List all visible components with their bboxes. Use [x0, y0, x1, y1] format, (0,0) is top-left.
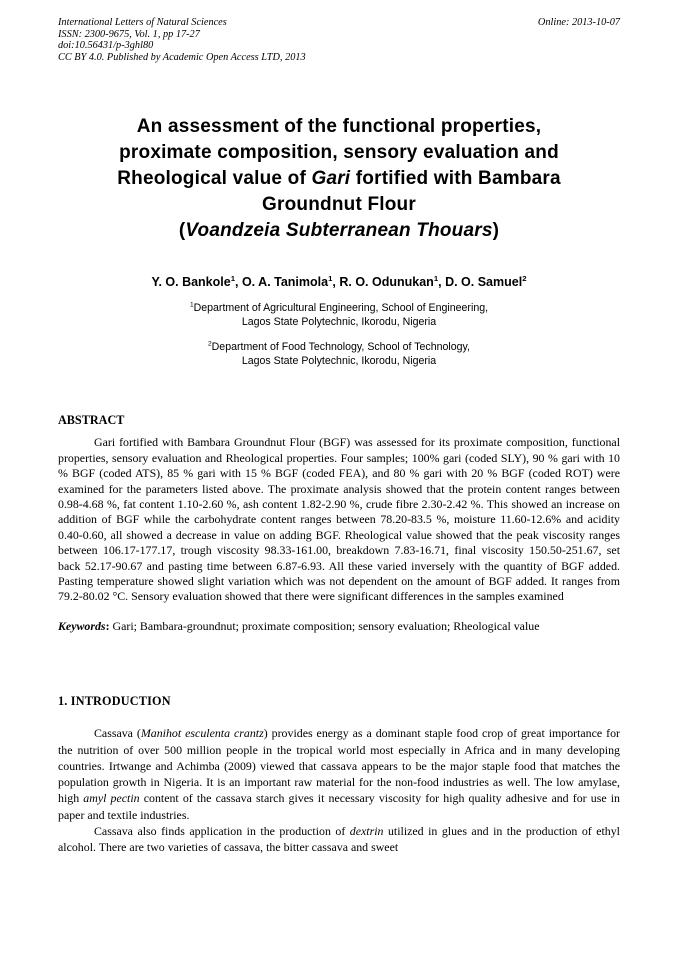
affiliation-2	[58, 340, 620, 368]
article-title	[58, 114, 620, 244]
title-line-1: An assessment of the functional properties,	[136, 116, 542, 138]
author-4: , D. O. Samuel	[438, 275, 523, 290]
affiliation-2-department: Department of Food Technology, School of Technology,	[211, 341, 470, 354]
keywords-label: Keywords	[58, 618, 106, 633]
affiliation-1-line-1	[58, 301, 620, 315]
keywords-colon: :	[105, 618, 110, 633]
title-line-4: Groundnut Flour	[262, 194, 416, 216]
intro-p1-amyl-pectin-italic: amyl pectin	[83, 791, 140, 806]
author-4-affiliation-mark: 2	[522, 274, 527, 284]
online-date: Online: 2013-10-07	[537, 17, 620, 28]
title-line-5-italic: Voandzeia Subterranean Thouars	[185, 220, 493, 242]
title-line-3-post: fortified with Bambara	[350, 168, 561, 190]
author-1: Y. O. Bankole	[151, 275, 231, 290]
affiliation-2-line-2: Lagos State Polytechnic, Ikorodu, Nigeria	[241, 355, 437, 368]
introduction-paragraph-1	[58, 725, 620, 823]
introduction-paragraph-2	[58, 823, 620, 856]
affiliation-1-department: Department of Agricultural Engineering, School of Engineering,	[193, 302, 489, 315]
affiliation-2-line-1	[58, 340, 620, 354]
affiliation-1-line-2: Lagos State Polytechnic, Ikorodu, Nigeria	[241, 316, 437, 329]
journal-header	[58, 17, 620, 63]
introduction-heading: 1. INTRODUCTION	[58, 694, 171, 709]
intro-p2-text-a: Cassava also finds application in the production of	[94, 824, 350, 839]
abstract-heading: ABSTRACT	[58, 413, 125, 428]
author-3: , R. O. Odunukan	[332, 275, 434, 290]
license-line: CC BY 4.0. Published by Academic Open Access LTD, 2013	[58, 51, 306, 63]
keywords-list: Gari; Bambara-groundnut; proximate composition; sensory evaluation; Rheological value	[109, 618, 540, 633]
affiliation-1-mark: 1	[189, 301, 194, 309]
title-line-5-close-paren: )	[492, 220, 500, 242]
intro-p1-text-a: Cassava (	[94, 726, 141, 741]
issn-volume-line: ISSN: 2300-9675, Vol. 1, pp 17-27	[58, 28, 200, 40]
title-line-5-open-paren: (	[178, 220, 186, 242]
affiliation-1	[58, 301, 620, 329]
title-line-3-italic: Gari	[311, 168, 351, 190]
intro-p2-dextrin-italic: dextrin	[349, 824, 384, 839]
abstract-text: Gari fortified with Bambara Groundnut Flour (BGF) was assessed for its proximate composition, functional properties, sensory evaluation and Rheological properties. Four samples; 100% gari (coded SLY), 90 % gari with 10 % BGF (coded ATS), 85 % gari with 15 % BGF (coded FEA), and 80 % gari with 20 % BGF (coded ROT) were examined for the parameters listed above. The proximate analysis showed that the protein content ranges between 0.98-4.68 %, fat content 1.10-2.60 %, ash content 1.82-2.90 %, crude fibre 2.30-2.42 %. This showed an increase on addition of BGF while the carbohydrate content ranges between 78.20-83.5 %, moisture 11.60-12.6% and acidity 0.40-0.60, all showed a decrease in value on adding BGF. Rheological value showed that the peak viscosity ranges between 106.17-177.17, trough viscosity 98.33-161.00, breakdown 7.83-16.71, final viscosity 150.50-251.67, set back 52.17-90.67 and pasting time between 6.87-6.93. All these varied inversely with the quantity of BGF added. Pasting temperature showed slight variation which was not dependent on the amount of BGF added. It ranges from 79.2-80.02 °C. Sensory evaluation showed that there were significant differences in the samples examined	[58, 435, 620, 604]
journal-name: International Letters of Natural Sciences	[58, 17, 227, 28]
doi-line: doi:10.56431/p-3ghl80	[58, 40, 154, 52]
authors-line	[58, 275, 620, 290]
author-2: , O. A. Tanimola	[235, 275, 329, 290]
intro-p2-text-b: utilized in glues and in the production of ethyl alcohol. There are two varieties of cassava, the bitter cassava and sweet	[58, 824, 620, 855]
title-line-2: proximate composition, sensory evaluation and	[119, 142, 559, 164]
author-3-affiliation-mark: 1	[433, 274, 439, 284]
intro-p1-text-c: content of the cassava starch gives it necessary viscosity for high quality adhesive and for use in paper and textile industries.	[58, 791, 620, 822]
affiliation-2-mark: 2	[208, 340, 212, 348]
intro-p1-text-b: ) provides energy as a dominant staple food crop of great importance for the nutrition of over 500 million people in the tropical world most especially in Africa and in many developing countries. Irtwange and Achimba (2009) viewed that cassava appears to be the major staple food that matches the population growth in Nigeria. It is an important raw material for the non-food industries as well. The low amylase, high	[58, 726, 621, 806]
intro-p1-species-italic: Manihot esculenta crantz	[140, 726, 264, 741]
author-2-affiliation-mark: 1	[328, 274, 333, 284]
author-1-affiliation-mark: 1	[230, 274, 236, 284]
journal-header-left	[58, 17, 306, 63]
keywords-line	[58, 619, 620, 634]
title-line-3-pre: Rheological value of	[117, 168, 312, 190]
